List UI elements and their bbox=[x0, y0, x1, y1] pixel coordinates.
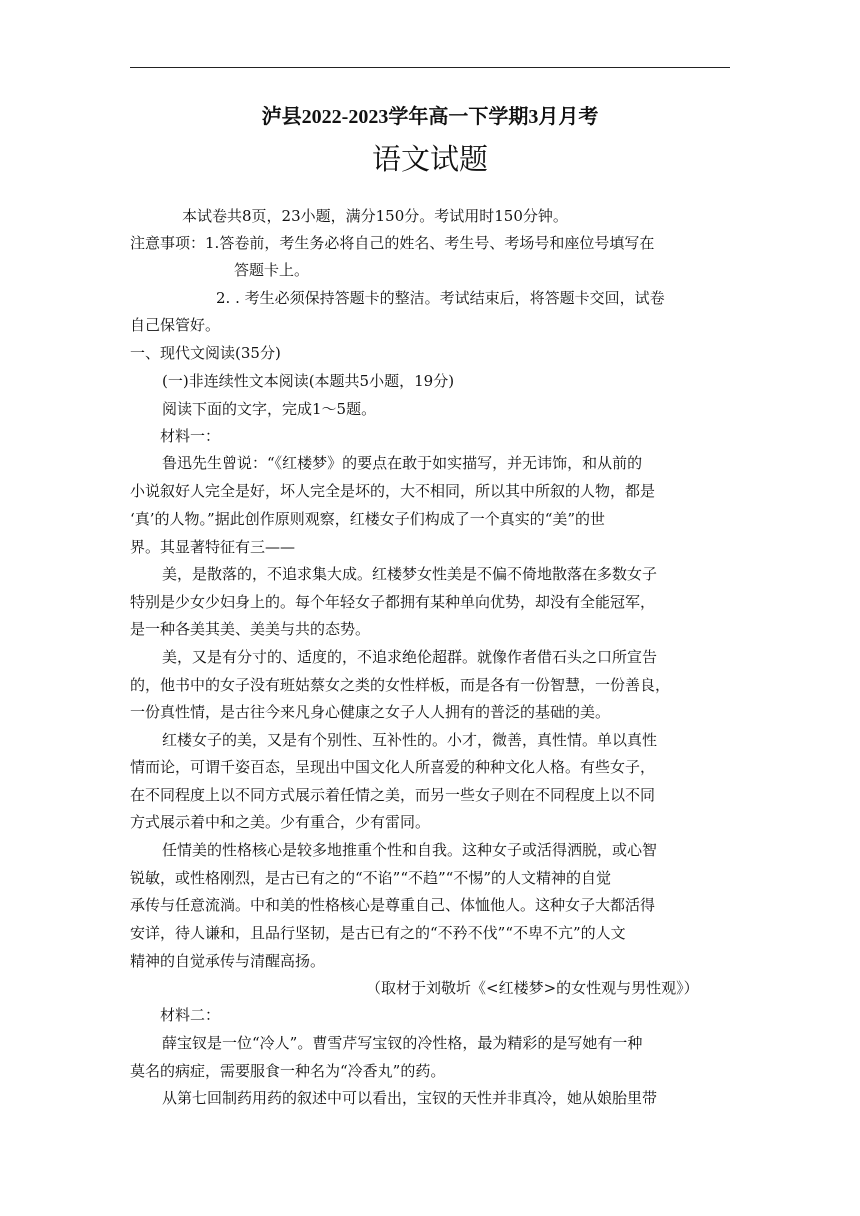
material-1-line: 在不同程度上以不同方式展示着任情之美，而另一些女子则在不同程度上以不同 bbox=[130, 786, 656, 804]
material-2-line: 从第七回制药用药的叙述中可以看出，宝钗的天性并非真冷，她从娘胎里带 bbox=[162, 1089, 658, 1107]
material-2-line: 薛宝钗是一位“冷人”。曹雪芹写宝钗的冷性格，最为精彩的是写她有一种 bbox=[162, 1034, 643, 1052]
material-2-line: 莫名的病症，需要服食一种名为“冷香丸”的药。 bbox=[130, 1062, 446, 1080]
note-2-continued: 自己保管好。 bbox=[130, 316, 221, 334]
reading-instruction: 阅读下面的文字，完成1～5题。 bbox=[162, 400, 377, 418]
note-2: 2. . 考生必须保持答题卡的整洁。考试结束后，将答题卡交回，试卷 bbox=[216, 289, 665, 307]
material-1-line: 安详，待人谦和，且品行坚韧，是古已有之的“不矜不伐”“不卑不亢”的人文 bbox=[130, 924, 626, 942]
material-1-source: （取材于刘敬圻《<红楼梦>的女性观与男性观》） bbox=[366, 979, 699, 997]
material-1-line: 承传与任意流淌。中和美的性格核心是尊重自己、体恤他人。这种女子大都活得 bbox=[130, 896, 656, 914]
material-1-line: 红楼女子的美，又是有个别性、互补性的。小才，微善，真性情。单以真性 bbox=[162, 731, 658, 749]
material-1-line: 锐敏，或性格刚烈，是古已有之的“不谄”“不趋”“不惕”的人文精神的自觉 bbox=[130, 869, 612, 887]
header-rule bbox=[130, 67, 730, 68]
material-1-line: 特别是少女少妇身上的。每个年轻女子都拥有某种单向优势，却没有全能冠军， bbox=[130, 593, 656, 611]
material-1-line: 鲁迅先生曾说：“《红楼梦》的要点在敢于如实描写，并无讳饰，和从前的 bbox=[162, 454, 643, 472]
exam-title: 泸县2022-2023学年高一下学期3月月考 bbox=[261, 106, 599, 128]
sub-section-heading: (一)非连续性文本阅读(本题共5小题，19分) bbox=[162, 372, 455, 390]
material-1-line: 界。其显著特征有三—— bbox=[130, 538, 296, 556]
material-1-line: 任情美的性格核心是较多地推重个性和自我。这种女子或活得洒脱，或心智 bbox=[162, 841, 658, 859]
material-1-line: 情而论，可谓千姿百态，呈现出中国文化人所喜爱的种种文化人格。有些女子， bbox=[130, 758, 656, 776]
material-1-line: 小说叙好人完全是好，坏人完全是坏的，大不相同，所以其中所叙的人物，都是 bbox=[130, 482, 656, 500]
material-1-line: 一份真性情，是古往今来凡身心健康之女子人人拥有的普泛的基础的美。 bbox=[130, 703, 611, 721]
material-1-line: 是一种各美其美、美美与共的态势。 bbox=[130, 620, 371, 638]
notes-label: 注意事项： bbox=[130, 234, 206, 252]
note-1: 1.答卷前，考生务必将自己的姓名、考生号、考场号和座位号填写在 bbox=[205, 234, 655, 252]
material-1-line: 的，他书中的女子没有班姑蔡女之类的女性样板，而是各有一份智慧，一份善良， bbox=[130, 676, 671, 694]
notes-line-1 bbox=[130, 233, 730, 253]
material-1-label: 材料一： bbox=[160, 427, 221, 445]
note-1-continued: 答题卡上。 bbox=[234, 261, 310, 279]
exam-summary: 本试卷共8页，23小题，满分150分。考试用时150分钟。 bbox=[182, 207, 568, 225]
material-1-line: 美，又是有分寸的、适度的，不追求绝伦超群。就像作者借石头之口所宣告 bbox=[162, 648, 658, 666]
material-1-line: 美，是散落的，不追求集大成。红楼梦女性美是不偏不倚地散落在多数女子 bbox=[162, 565, 658, 583]
material-1-line: 方式展示着中和之美。少有重合，少有雷同。 bbox=[130, 813, 431, 831]
material-1-line: 精神的自觉承传与清醒高扬。 bbox=[130, 952, 326, 970]
material-2-label: 材料二： bbox=[160, 1006, 221, 1024]
material-1-line: ‘真’的人物。”据此创作原则观察，红楼女子们构成了一个真实的“美”的世 bbox=[130, 510, 606, 528]
section-heading: 一、现代文阅读(35分) bbox=[130, 344, 281, 362]
subject-title: 语文试题 bbox=[371, 142, 488, 176]
